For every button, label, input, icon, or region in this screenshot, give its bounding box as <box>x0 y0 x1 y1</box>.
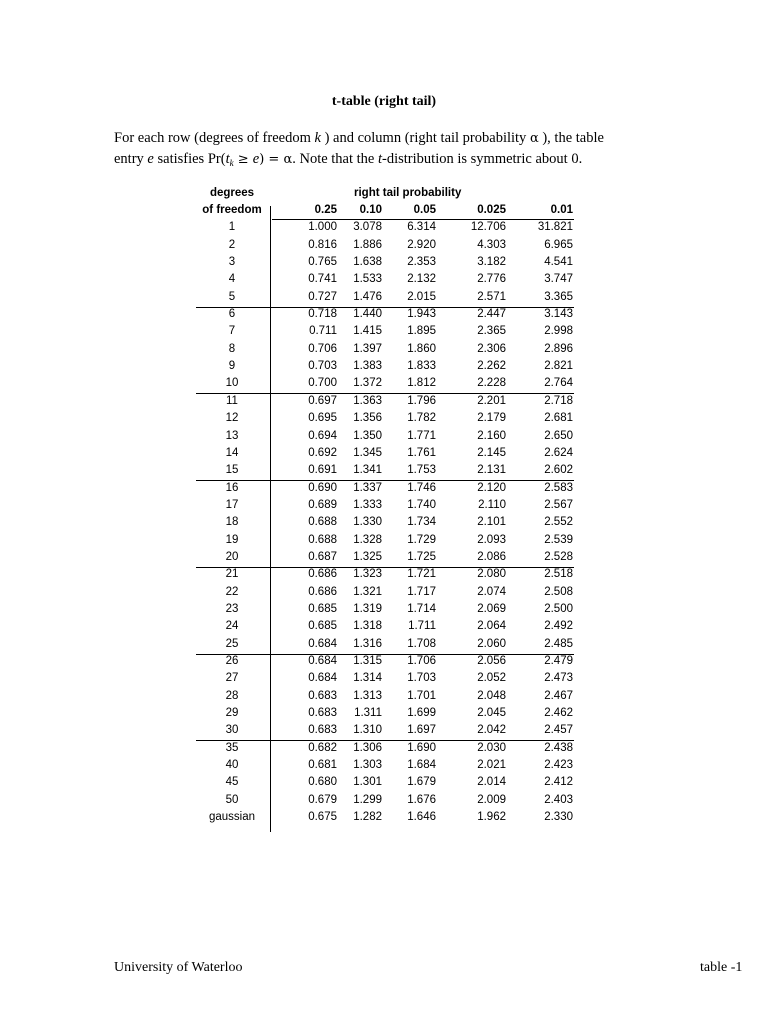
value-cell: 2.518 <box>544 568 573 581</box>
value-cell: 1.310 <box>353 724 382 737</box>
value-cell: 2.201 <box>477 394 506 407</box>
table-row <box>196 515 576 532</box>
intro-text: -distribution is symmetric about 0. <box>382 151 583 167</box>
value-cell: 2.479 <box>544 654 573 667</box>
var-k: k <box>314 130 321 146</box>
df-cell: 26 <box>225 654 239 667</box>
value-cell: 0.686 <box>308 568 337 581</box>
value-cell: 2.567 <box>544 498 573 511</box>
value-cell: 1.740 <box>407 498 436 511</box>
value-cell: 2.896 <box>544 342 573 355</box>
value-cell: 2.539 <box>544 533 573 546</box>
table-row <box>196 324 576 341</box>
value-cell: 2.467 <box>544 689 573 702</box>
value-cell: 1.440 <box>353 308 382 321</box>
value-cell: 0.706 <box>308 342 337 355</box>
value-cell: 1.323 <box>353 568 382 581</box>
df-header-line-1: degrees <box>209 187 255 199</box>
table-body <box>196 220 576 827</box>
value-cell: 2.462 <box>544 707 573 719</box>
df-cell: 3 <box>228 256 236 269</box>
column-header: 0.25 <box>314 204 337 217</box>
df-cell: 45 <box>225 776 239 789</box>
df-cell: 27 <box>225 672 239 685</box>
alpha-symbol: α <box>283 152 293 167</box>
column-header: 0.025 <box>477 204 506 217</box>
value-cell: 1.860 <box>407 342 436 355</box>
footer-institution: University of Waterloo <box>114 960 243 975</box>
table-row <box>196 359 576 376</box>
value-cell: 1.282 <box>353 811 382 824</box>
value-cell: 1.717 <box>407 585 436 598</box>
group-separator <box>196 307 574 308</box>
value-cell: 1.313 <box>353 689 382 702</box>
value-cell: 2.306 <box>477 342 506 355</box>
value-cell: 1.318 <box>353 620 382 633</box>
value-cell: 2.042 <box>477 724 506 737</box>
value-cell: 0.697 <box>308 394 337 407</box>
intro-line-2 <box>114 149 674 174</box>
value-cell: 1.886 <box>353 238 382 251</box>
value-cell: 2.571 <box>477 290 506 303</box>
value-cell: 1.311 <box>354 707 382 719</box>
value-cell: 2.014 <box>477 776 506 789</box>
value-cell: 2.045 <box>477 707 506 719</box>
table-row <box>196 758 576 775</box>
value-cell: 2.403 <box>544 793 573 806</box>
value-cell: 2.069 <box>477 602 506 615</box>
value-cell: 6.314 <box>407 221 436 234</box>
intro-line-1 <box>114 128 674 149</box>
value-cell: 0.692 <box>308 446 337 459</box>
value-cell: 2.101 <box>477 516 506 529</box>
value-cell: 6.965 <box>544 238 573 251</box>
df-cell: 13 <box>225 429 239 442</box>
value-cell: 0.741 <box>308 273 337 286</box>
value-cell: 0.685 <box>308 620 337 633</box>
table-row <box>196 255 576 272</box>
value-cell: 0.683 <box>308 689 337 702</box>
value-cell: 1.697 <box>407 724 436 737</box>
value-cell: 2.080 <box>477 568 506 581</box>
value-cell: 2.048 <box>477 689 506 702</box>
value-cell: 0.687 <box>308 550 337 563</box>
value-cell: 2.447 <box>477 308 506 321</box>
value-cell: 2.145 <box>477 446 506 459</box>
value-cell: 1.711 <box>408 620 436 633</box>
value-cell: 2.492 <box>544 620 573 633</box>
value-cell: 1.363 <box>353 394 382 407</box>
value-cell: 2.650 <box>544 429 573 442</box>
value-cell: 3.365 <box>544 290 573 303</box>
value-cell: 0.718 <box>308 308 337 321</box>
value-cell: 0.682 <box>308 741 337 754</box>
value-cell: 1.943 <box>407 308 436 321</box>
value-cell: 2.473 <box>544 672 573 685</box>
group-separator <box>196 654 574 655</box>
table-header-row-1 <box>196 186 576 203</box>
value-cell: 1.333 <box>353 498 382 511</box>
value-cell: 0.683 <box>308 707 337 719</box>
value-cell: 1.316 <box>353 637 382 650</box>
table-row <box>196 637 576 654</box>
value-cell: 2.365 <box>477 325 506 338</box>
value-cell: 3.182 <box>477 256 506 269</box>
var-e: e <box>252 151 260 167</box>
value-cell: 1.301 <box>353 776 382 789</box>
df-cell: 4 <box>228 273 236 286</box>
value-cell: 1.714 <box>407 602 436 615</box>
value-cell: 3.143 <box>544 308 573 321</box>
value-cell: 1.796 <box>407 394 436 407</box>
table-row <box>196 342 576 359</box>
value-cell: 0.691 <box>308 464 337 477</box>
df-cell: 5 <box>228 290 236 303</box>
df-cell: 7 <box>228 325 236 338</box>
intro-text: ), the table <box>538 130 604 146</box>
df-cell: 14 <box>225 446 239 459</box>
df-cell: 30 <box>225 724 239 737</box>
alpha-symbol: α <box>529 131 539 146</box>
value-cell: 2.552 <box>544 516 573 529</box>
value-cell: 1.734 <box>407 516 436 529</box>
value-cell: 1.415 <box>353 325 382 338</box>
formula-pr: Pr( <box>207 151 226 167</box>
value-cell: 1.646 <box>407 811 436 824</box>
value-cell: 2.110 <box>478 498 506 511</box>
intro-text: entry <box>114 151 148 167</box>
df-cell: 24 <box>225 620 239 633</box>
column-divider <box>270 206 271 832</box>
value-cell: 2.776 <box>477 273 506 286</box>
value-cell: 1.315 <box>353 654 382 667</box>
value-cell: 2.132 <box>407 273 436 286</box>
df-cell: 21 <box>225 568 239 581</box>
table-row <box>196 723 576 740</box>
table-row <box>196 481 576 498</box>
column-header: 0.01 <box>550 204 573 217</box>
table-row <box>196 585 576 602</box>
table-row <box>196 498 576 515</box>
value-cell: 1.638 <box>353 256 382 269</box>
value-cell: 2.718 <box>544 394 573 407</box>
value-cell: 2.602 <box>544 464 573 477</box>
group-separator <box>196 567 574 568</box>
table-row <box>196 446 576 463</box>
table-row <box>196 411 576 428</box>
table-row <box>196 567 576 584</box>
df-cell: 18 <box>225 516 239 529</box>
intro-text: For each row (degrees of freedom <box>114 130 315 146</box>
intro-text: . Note that the <box>292 151 378 167</box>
value-cell: 1.328 <box>353 533 382 546</box>
value-cell: 1.895 <box>407 325 436 338</box>
value-cell: 2.457 <box>544 724 573 737</box>
value-cell: 0.688 <box>308 516 337 529</box>
value-cell: 1.299 <box>353 793 382 806</box>
value-cell: 1.962 <box>477 811 506 824</box>
value-cell: 4.303 <box>477 238 506 251</box>
value-cell: 0.675 <box>308 811 337 824</box>
value-cell: 2.052 <box>477 672 506 685</box>
var-t: t <box>225 151 230 167</box>
value-cell: 1.350 <box>353 429 382 442</box>
df-cell: 17 <box>225 498 239 511</box>
value-cell: 2.438 <box>544 741 573 754</box>
value-cell: 0.694 <box>308 429 337 442</box>
value-cell: 2.998 <box>544 325 573 338</box>
value-cell: 2.060 <box>477 637 506 650</box>
intro-text: satisfies <box>153 151 208 167</box>
table-row <box>196 793 576 810</box>
value-cell: 1.341 <box>353 464 382 477</box>
value-cell: 1.708 <box>407 637 436 650</box>
table-row <box>196 689 576 706</box>
value-cell: 0.684 <box>308 654 337 667</box>
table-row <box>196 307 576 324</box>
value-cell: 2.064 <box>477 620 506 633</box>
value-cell: 1.812 <box>407 377 436 390</box>
value-cell: 1.701 <box>407 689 436 702</box>
value-cell: 2.583 <box>544 481 573 494</box>
value-cell: 2.009 <box>477 793 506 806</box>
value-cell: 2.015 <box>407 290 436 303</box>
df-cell: 22 <box>225 585 239 598</box>
column-header: 0.10 <box>359 204 382 217</box>
value-cell: 1.833 <box>407 360 436 373</box>
df-cell: 12 <box>225 412 239 425</box>
formula-eq: ) = <box>259 152 284 167</box>
value-cell: 1.303 <box>353 759 382 772</box>
value-cell: 1.337 <box>353 481 382 494</box>
value-cell: 2.179 <box>477 412 506 425</box>
value-cell: 0.683 <box>308 724 337 737</box>
geq-symbol: ≥ <box>233 152 253 167</box>
value-cell: 12.706 <box>470 221 506 234</box>
value-cell: 1.703 <box>407 672 436 685</box>
value-cell: 1.690 <box>407 741 436 754</box>
value-cell: 1.721 <box>407 568 436 581</box>
table-row <box>196 238 576 255</box>
value-cell: 2.764 <box>544 377 573 390</box>
value-cell: 1.706 <box>407 654 436 667</box>
value-cell: 0.695 <box>308 412 337 425</box>
footer-page-label: table -1 <box>700 960 743 975</box>
intro-text: ) and column (right tail probability <box>320 130 530 146</box>
df-cell: 2 <box>228 238 236 251</box>
value-cell: 4.541 <box>544 256 573 269</box>
value-cell: 2.681 <box>544 412 573 425</box>
value-cell: 0.686 <box>308 585 337 598</box>
table-row <box>196 376 576 393</box>
value-cell: 0.689 <box>308 498 337 511</box>
value-cell: 1.319 <box>353 602 382 615</box>
value-cell: 2.423 <box>544 759 573 772</box>
group-separator <box>196 480 574 481</box>
value-cell: 2.262 <box>477 360 506 373</box>
value-cell: 0.690 <box>308 481 337 494</box>
value-cell: 1.306 <box>353 741 382 754</box>
group-separator <box>196 740 574 741</box>
value-cell: 1.356 <box>353 412 382 425</box>
value-cell: 1.729 <box>407 533 436 546</box>
t-table <box>196 186 576 827</box>
value-cell: 2.485 <box>544 637 573 650</box>
table-header-row-2 <box>196 203 576 220</box>
table-row <box>196 220 576 237</box>
var-e: e <box>147 151 154 167</box>
value-cell: 1.761 <box>407 446 436 459</box>
table-row <box>196 533 576 550</box>
df-cell: 20 <box>225 550 239 563</box>
df-cell: 50 <box>225 793 239 806</box>
value-cell: 1.753 <box>407 464 436 477</box>
value-cell: 2.228 <box>477 377 506 390</box>
group-separator <box>196 393 574 394</box>
column-header: 0.05 <box>413 204 436 217</box>
table-row <box>196 706 576 723</box>
value-cell: 0.703 <box>308 360 337 373</box>
df-cell: 11 <box>226 394 238 407</box>
value-cell: 0.700 <box>308 377 337 390</box>
value-cell: 31.821 <box>537 221 573 234</box>
value-cell: 3.747 <box>544 273 573 286</box>
df-cell: 25 <box>225 637 239 650</box>
value-cell: 1.476 <box>353 290 382 303</box>
table-row <box>196 775 576 792</box>
df-header-line-2: of freedom <box>202 204 262 217</box>
value-cell: 2.528 <box>544 550 573 563</box>
df-cell: 1 <box>228 221 236 234</box>
value-cell: 1.000 <box>308 221 337 234</box>
probability-header: right tail probability <box>354 187 462 199</box>
value-cell: 1.321 <box>353 585 382 598</box>
table-row <box>196 272 576 289</box>
value-cell: 1.383 <box>353 360 382 373</box>
table-row <box>196 810 576 827</box>
df-cell: 29 <box>225 707 239 719</box>
value-cell: 0.680 <box>308 776 337 789</box>
value-cell: 0.679 <box>308 793 337 806</box>
df-cell: 35 <box>225 741 239 754</box>
table-row <box>196 550 576 567</box>
df-cell: 8 <box>228 342 236 355</box>
value-cell: 2.353 <box>407 256 436 269</box>
df-cell: 15 <box>225 464 239 477</box>
value-cell: 1.533 <box>353 273 382 286</box>
value-cell: 0.684 <box>308 637 337 650</box>
value-cell: 0.816 <box>308 238 337 251</box>
value-cell: 1.330 <box>353 516 382 529</box>
value-cell: 2.330 <box>544 811 573 824</box>
value-cell: 0.681 <box>308 759 337 772</box>
value-cell: 2.160 <box>477 429 506 442</box>
value-cell: 1.679 <box>407 776 436 789</box>
df-cell: 10 <box>225 377 239 390</box>
table-row <box>196 602 576 619</box>
value-cell: 1.314 <box>353 672 382 685</box>
value-cell: 1.345 <box>353 446 382 459</box>
value-cell: 2.920 <box>407 238 436 251</box>
value-cell: 0.688 <box>308 533 337 546</box>
value-cell: 0.711 <box>309 325 337 338</box>
value-cell: 3.078 <box>353 221 382 234</box>
value-cell: 1.746 <box>407 481 436 494</box>
intro-paragraph <box>114 128 674 174</box>
value-cell: 1.699 <box>407 707 436 719</box>
value-cell: 1.397 <box>353 342 382 355</box>
df-cell: gaussian <box>208 811 256 824</box>
page-title: t-table (right tail) <box>331 94 437 109</box>
df-cell: 40 <box>225 759 239 772</box>
table-row <box>196 429 576 446</box>
df-cell: 6 <box>228 308 236 321</box>
value-cell: 2.086 <box>477 550 506 563</box>
value-cell: 2.500 <box>544 602 573 615</box>
df-cell: 16 <box>225 481 239 494</box>
table-row <box>196 463 576 480</box>
value-cell: 2.624 <box>544 446 573 459</box>
value-cell: 0.765 <box>308 256 337 269</box>
value-cell: 2.074 <box>477 585 506 598</box>
subscript-k: k <box>229 158 234 168</box>
df-cell: 9 <box>228 360 236 373</box>
value-cell: 2.021 <box>477 759 506 772</box>
value-cell: 2.030 <box>477 741 506 754</box>
value-cell: 0.727 <box>308 290 337 303</box>
value-cell: 1.676 <box>407 793 436 806</box>
value-cell: 0.685 <box>308 602 337 615</box>
df-cell: 19 <box>225 533 239 546</box>
value-cell: 2.056 <box>477 654 506 667</box>
var-t: t <box>378 151 383 167</box>
df-cell: 28 <box>225 689 239 702</box>
value-cell: 1.325 <box>353 550 382 563</box>
table-row <box>196 394 576 411</box>
value-cell: 2.508 <box>544 585 573 598</box>
df-cell: 23 <box>225 602 239 615</box>
value-cell: 1.372 <box>353 377 382 390</box>
table-row <box>196 290 576 307</box>
value-cell: 1.782 <box>407 412 436 425</box>
table-row <box>196 671 576 688</box>
value-cell: 1.725 <box>407 550 436 563</box>
table-row <box>196 619 576 636</box>
value-cell: 2.093 <box>477 533 506 546</box>
value-cell: 2.821 <box>544 360 573 373</box>
header-underline <box>272 219 574 220</box>
value-cell: 1.684 <box>407 759 436 772</box>
value-cell: 2.120 <box>477 481 506 494</box>
value-cell: 2.412 <box>544 776 573 789</box>
table-row <box>196 654 576 671</box>
value-cell: 2.131 <box>477 464 506 477</box>
table-row <box>196 741 576 758</box>
value-cell: 0.684 <box>308 672 337 685</box>
value-cell: 1.771 <box>407 429 436 442</box>
